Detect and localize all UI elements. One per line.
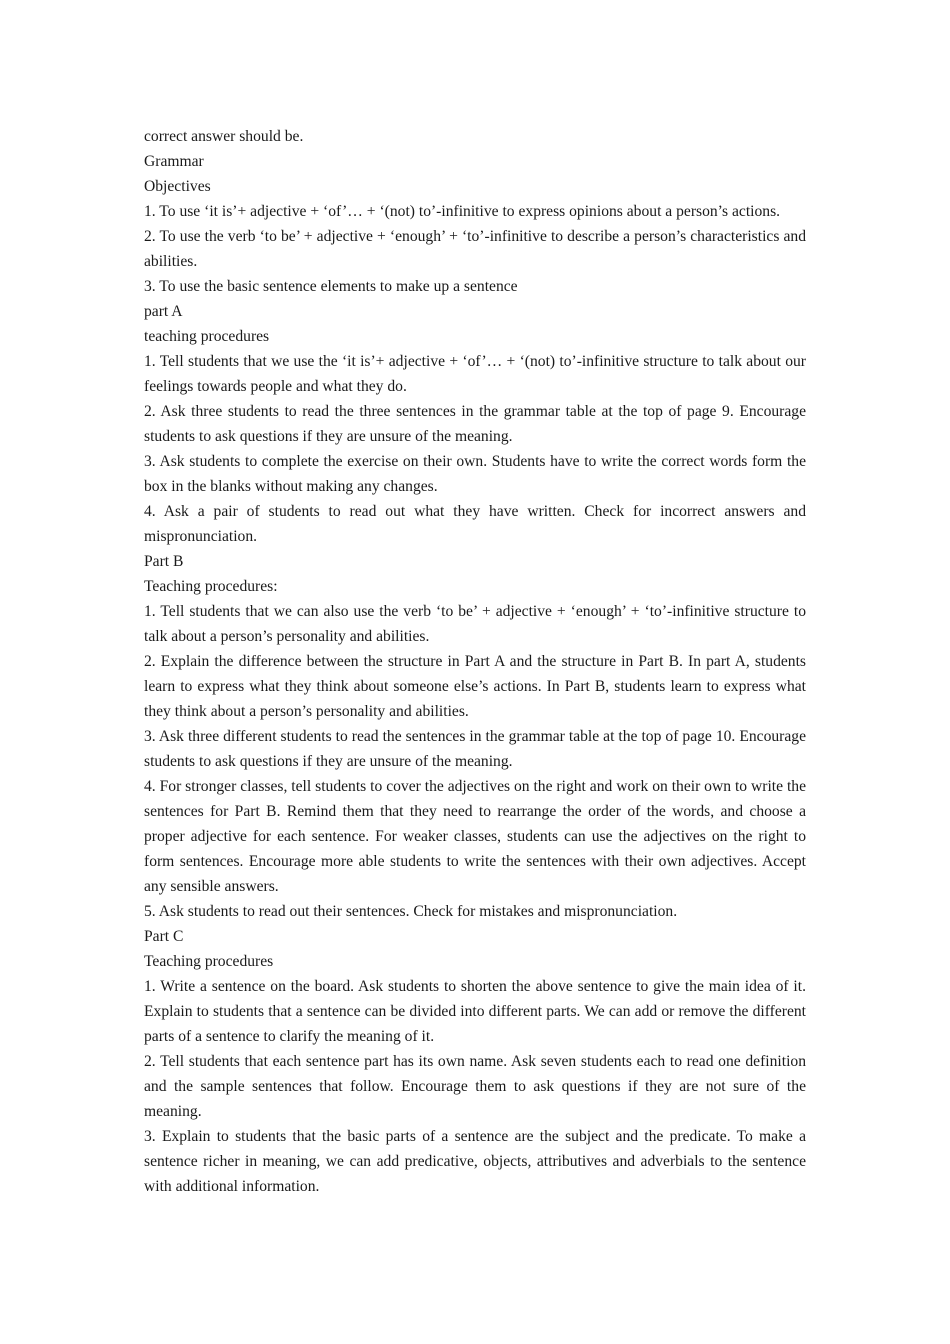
- part-c-step-1: 1. Write a sentence on the board. Ask students to shorten the above sentence to give the main idea of it. Explain to students that a sentence can be divided into different parts. We can add or remove the different parts of a sentence to clarify the meaning of it.: [144, 978, 806, 1045]
- subheading-objectives: Objectives: [144, 178, 211, 195]
- part-b-step-2: 2. Explain the difference between the structure in Part A and the structure in Part B. In part A, students learn to express what they think about someone else’s actions. In Part B, students learn to express what they think about a person’s personality and abilities.: [144, 653, 806, 720]
- part-a-step-3: 3. Ask students to complete the exercise on their own. Students have to write the correct words form the box in the blanks without making any changes.: [144, 453, 806, 495]
- part-a-step-2: 2. Ask three students to read the three sentences in the grammar table at the top of page 9. Encourage students to ask questions if they are unsure of the meaning.: [144, 403, 806, 445]
- subheading-part-c-procedures: Teaching procedures: [144, 953, 274, 970]
- objective-1: 1. To use ‘it is’+ adjective + ‘of’… + ‘(not) to’-infinitive to express opinions about a person’s actions.: [144, 203, 781, 220]
- part-b-step-3: 3. Ask three different students to read the sentences in the grammar table at the top of page 10. Encourage students to ask questions if they are unsure of the meaning.: [144, 728, 806, 770]
- continuation-text: correct answer should be.: [144, 128, 304, 145]
- heading-part-a: part A: [144, 303, 183, 320]
- part-a-step-1: 1. Tell students that we use the ‘it is’+ adjective + ‘of’… + ‘(not) to’-infinitive structure to talk about our feelings towards people and what they do.: [144, 353, 806, 395]
- heading-part-b: Part B: [144, 553, 184, 570]
- heading-part-c: Part C: [144, 928, 184, 945]
- part-c-step-2: 2. Tell students that each sentence part has its own name. Ask seven students each to read one definition and the sample sentences that follow. Encourage them to ask questions if they are not sure of the meaning.: [144, 1053, 806, 1120]
- document-page: [144, 124, 806, 1199]
- subheading-part-b-procedures: Teaching procedures:: [144, 578, 278, 595]
- subheading-part-a-procedures: teaching procedures: [144, 328, 270, 345]
- section-heading-grammar: Grammar: [144, 153, 204, 170]
- part-b-step-5: 5. Ask students to read out their sentences. Check for mistakes and mispronunciation.: [144, 903, 678, 920]
- part-c-step-3: 3. Explain to students that the basic parts of a sentence are the subject and the predicate. To make a sentence richer in meaning, we can add predicative, objects, attributives and adverbials to the sentence with additional information.: [144, 1128, 806, 1195]
- objective-2: 2. To use the verb ‘to be’ + adjective + ‘enough’ + ‘to’-infinitive to describe a person’s characteristics and abilities.: [144, 228, 806, 270]
- part-b-step-1: 1. Tell students that we can also use the verb ‘to be’ + adjective + ‘enough’ + ‘to’-infinitive structure to talk about a person’s personality and abilities.: [144, 603, 806, 645]
- part-a-step-4: 4. Ask a pair of students to read out what they have written. Check for incorrect answers and mispronunciation.: [144, 503, 806, 545]
- objective-3: 3. To use the basic sentence elements to make up a sentence: [144, 278, 518, 295]
- part-b-step-4: 4. For stronger classes, tell students to cover the adjectives on the right and work on their own to write the sentences for Part B. Remind them that they need to rearrange the order of the words, and choose a proper adjective for each sentence. For weaker classes, students can use the adjectives on the right to form sentences. Encourage more able students to write the sentences with their own adjectives. Accept any sensible answers.: [144, 778, 806, 895]
